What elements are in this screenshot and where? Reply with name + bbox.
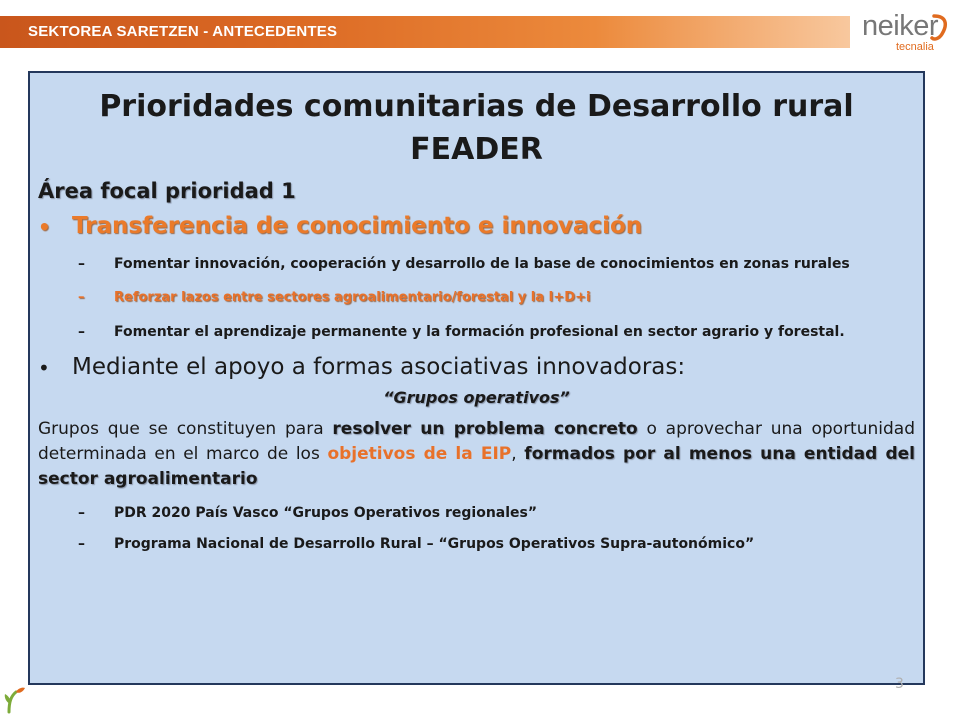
- para-highlight: resolver un problema concreto: [332, 419, 638, 439]
- grupos-operativos-heading: “Grupos operativos”: [383, 388, 570, 407]
- dash-icon: –: [78, 536, 85, 552]
- sprout-logo-icon: [2, 682, 28, 716]
- para-text: ,: [511, 444, 525, 464]
- grupos-description: [38, 417, 915, 492]
- program-list: [78, 502, 915, 556]
- program-item: [78, 502, 915, 525]
- bullet-icon: •: [38, 356, 50, 380]
- program-text: Programa Nacional de Desarrollo Rural – “Grupos Operativos Supra-autonómico”: [114, 536, 755, 552]
- section-header-bar: [0, 16, 850, 48]
- logo-swoosh-icon: [930, 12, 952, 42]
- sub-item: [78, 286, 915, 309]
- bullet-icon: •: [38, 215, 51, 239]
- bullet-text: Transferencia de conocimiento e innovación: [72, 213, 643, 239]
- dash-icon: –: [78, 324, 85, 340]
- program-text: PDR 2020 País Vasco “Grupos Operativos regionales”: [114, 505, 538, 521]
- dash-icon: –: [78, 505, 85, 521]
- dash-icon: –: [78, 290, 85, 305]
- slide-title: Prioridades comunitarias de Desarrollo rural FEADER: [99, 89, 854, 167]
- sub-item-text: Fomentar innovación, cooperación y desarrollo de la base de conocimientos en zonas rurales: [114, 256, 850, 272]
- section-label: SEKTOREA SARETZEN - ANTECEDENTES: [28, 23, 338, 40]
- sub-list: [78, 253, 915, 344]
- bullet-formas-asociativas: [38, 354, 915, 382]
- content-panel: [28, 71, 925, 685]
- logo-subtitle: tecnalia: [896, 41, 934, 53]
- dash-icon: –: [78, 256, 85, 272]
- logo-word: neiker: [862, 10, 938, 42]
- para-text: Grupos que se constituyen para: [38, 419, 333, 439]
- sub-item: [78, 253, 915, 276]
- sub-item-text: Reforzar lazos entre sectores agroalimentario/forestal y la I+D+i: [114, 290, 591, 305]
- program-item: [78, 533, 915, 556]
- bullet-text: Mediante el apoyo a formas asociativas innovadoras:: [72, 354, 686, 380]
- neiker-logo: [862, 10, 954, 54]
- focal-area-heading: Área focal prioridad 1: [38, 179, 296, 203]
- para-highlight: formados por al menos una entidad del sector agroalimentario: [38, 444, 915, 489]
- para-text: o aprovechar una oportunidad determinada en el marco de los: [38, 419, 915, 464]
- bullet-transferencia: [38, 213, 915, 241]
- page-number: 3: [895, 676, 904, 692]
- para-eip: objetivos de la EIP: [327, 444, 512, 464]
- sub-item: [78, 321, 915, 344]
- sub-item-text: Fomentar el aprendizaje permanente y la formación profesional en sector agrario y forestal.: [114, 324, 845, 340]
